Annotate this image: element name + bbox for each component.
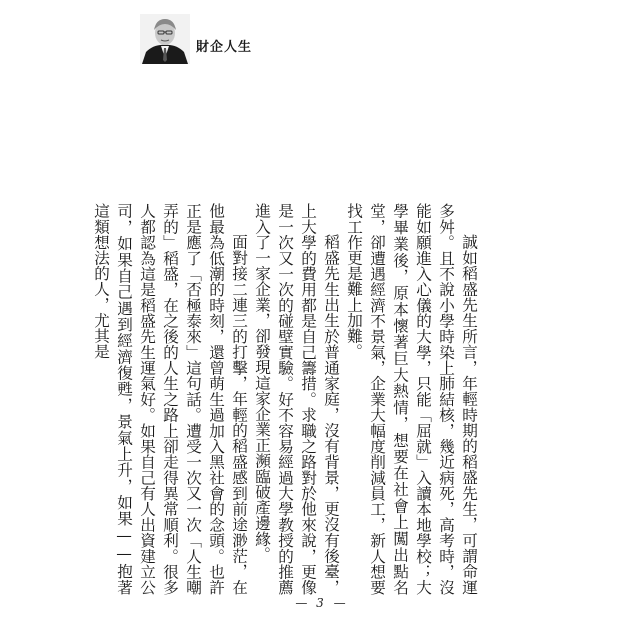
page-folio xyxy=(0,596,640,610)
running-header xyxy=(140,14,290,64)
folio-dash-right: — xyxy=(333,596,345,610)
paragraph: 面對接二連三的打擊，年輕的稻盛感到前途渺茫，在他最為低潮的時刻，還曾萌生過加入黑社會的念頭。也許正是應了「否極泰來」這句話。遭受一次又一次「人生嘲弄的」稻盛，在之後的人生之路上卻走得異常順利。很多人都認為這是稻盛先生運氣好。如果自己有人出資建立公司，如果自己遇到經濟復甦，景氣上升，如果——抱著這類想法的人，尤其是 xyxy=(92,203,248,595)
header-title: 財企人生 xyxy=(196,40,253,55)
author-portrait xyxy=(140,14,190,64)
folio-dash-left: — xyxy=(295,596,307,610)
paragraph: 誠如稻盛先生所言，年輕時期的稻盛先生，可謂命運多舛。且不說小學時染上肺結核，幾近病死，高考時，沒能如願進入心儀的大學，只能「屈就」入讀本地學校；大學畢業後，原本懷著巨大熱情，想要在社會上闖出點名堂，卻遭遇經濟不景氣，企業大幅度削減員工，新人想要找工作更是難上加難。 xyxy=(345,203,478,595)
body-text xyxy=(92,203,480,595)
paragraph: 稻盛先生出生於普通家庭，沒有背景，更沒有後臺，上大學的費用都是自己籌措。求職之路對於他來說，更像是一次又一次的碰壁實驗。好不容易經過大學教授的推薦進入了一家企業，卻發現這家企業正瀕臨破產邊緣。 xyxy=(253,203,340,595)
page-number: 3 xyxy=(316,596,324,610)
vertical-text-column xyxy=(92,203,480,595)
